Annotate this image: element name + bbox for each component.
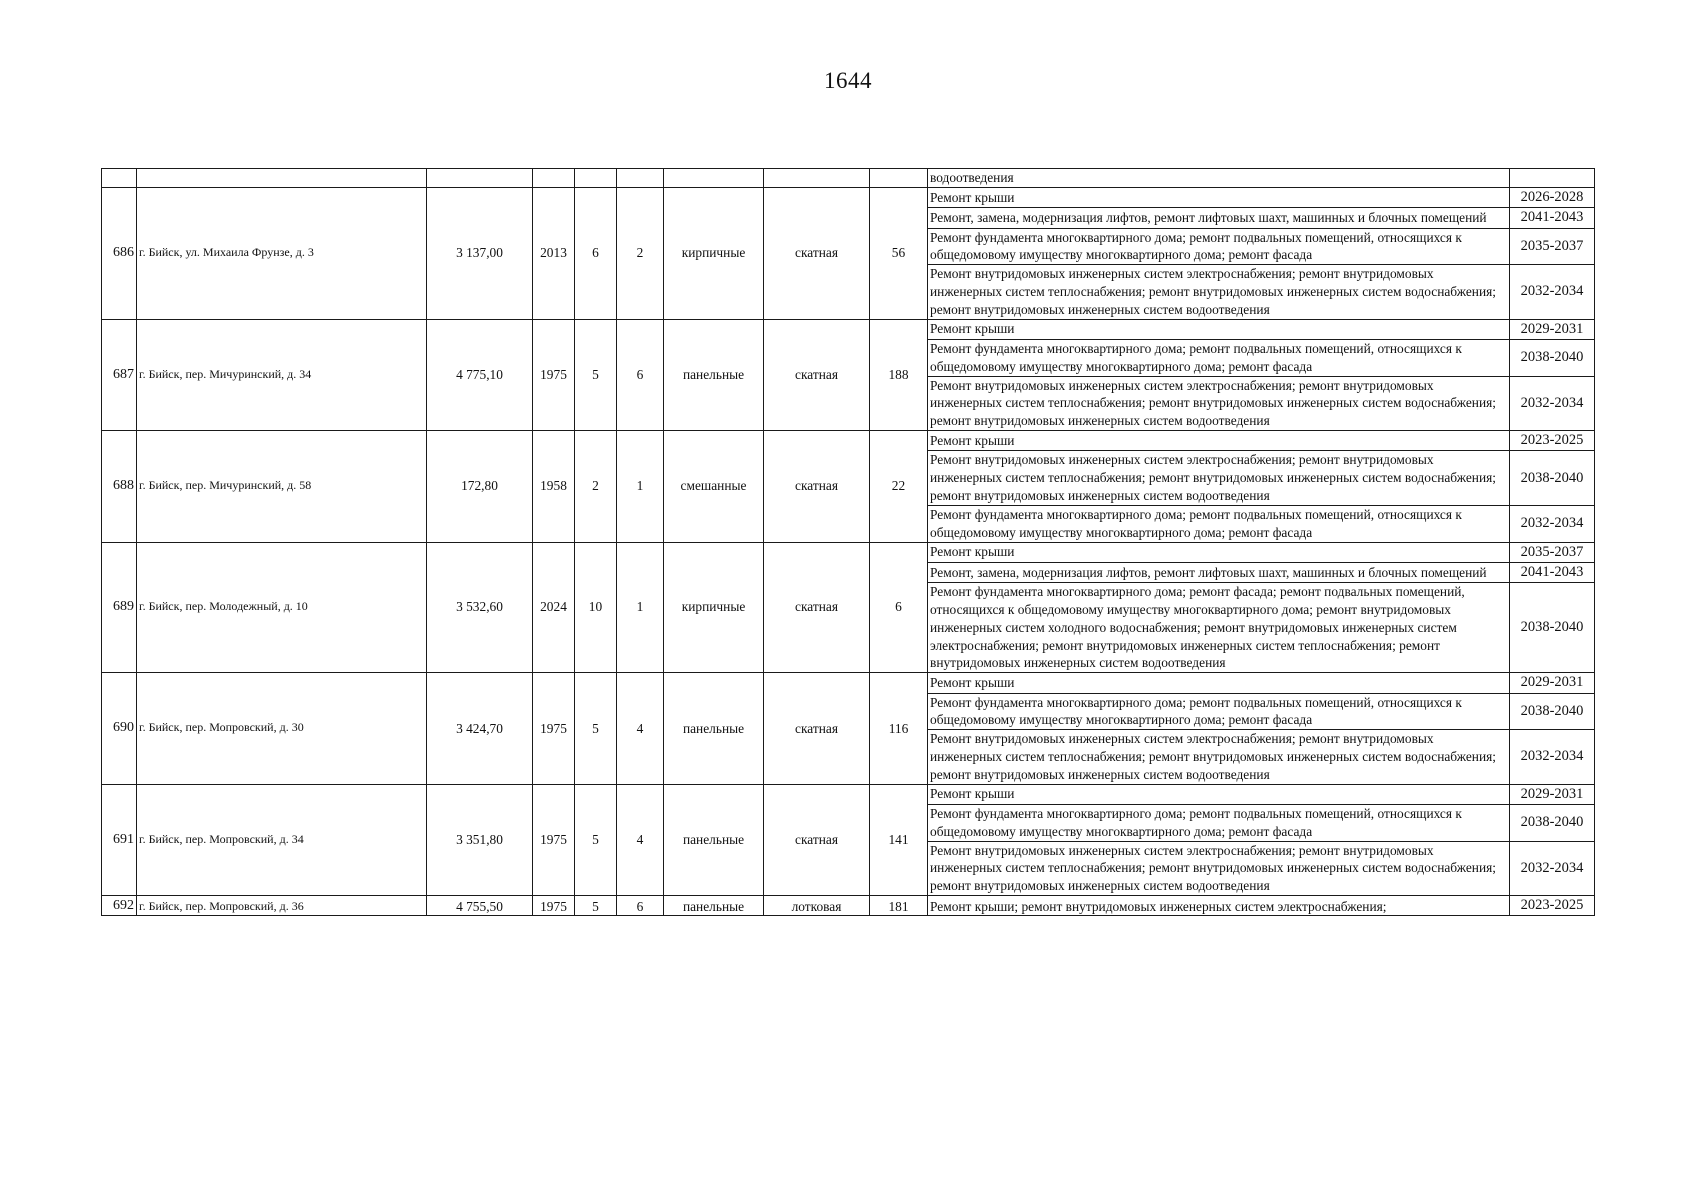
wall-material: панельные — [664, 673, 764, 784]
house-area: 172,80 — [427, 431, 533, 542]
work-period: 2023-2025 — [1510, 431, 1595, 451]
house-number: 692 — [102, 896, 137, 916]
work-description: Ремонт фундамента многоквартирного дома; ремонт подвальных помещений, относящихся к общедомовому имуществу многоквартирного дома; ремонт фасада — [928, 505, 1510, 542]
work-period: 2038-2040 — [1510, 451, 1595, 505]
roof-type: скатная — [764, 319, 870, 430]
house-address: г. Бийск, пер. Мичуринский, д. 58 — [137, 431, 427, 542]
house-area: 3 532,60 — [427, 542, 533, 673]
floor-count: 5 — [575, 784, 617, 895]
wall-material: кирпичные — [664, 188, 764, 320]
work-period: 2035-2037 — [1510, 228, 1595, 265]
resident-count: 116 — [870, 673, 928, 784]
work-period: 2038-2040 — [1510, 693, 1595, 730]
commissioning-year: 1958 — [533, 431, 575, 542]
work-description: водоотведения — [928, 169, 1510, 188]
house-address: г. Бийск, пер. Мопровский, д. 30 — [137, 673, 427, 784]
floor-count: 10 — [575, 542, 617, 673]
work-description: Ремонт фундамента многоквартирного дома; ремонт подвальных помещений, относящихся к общедомовому имуществу многоквартирного дома; ремонт фасада — [928, 228, 1510, 265]
work-period: 2023-2025 — [1510, 896, 1595, 916]
work-description: Ремонт фундамента многоквартирного дома; ремонт подвальных помещений, относящихся к общедомовому имуществу многоквартирного дома; ремонт фасада — [928, 693, 1510, 730]
wall-material: панельные — [664, 896, 764, 916]
entrance-count: 2 — [617, 188, 664, 320]
table-row — [102, 673, 1595, 693]
table-row — [102, 542, 1595, 562]
entrance-count: 6 — [617, 319, 664, 430]
resident-count: 22 — [870, 431, 928, 542]
work-period: 2026-2028 — [1510, 188, 1595, 208]
work-description: Ремонт, замена, модернизация лифтов, ремонт лифтовых шахт, машинных и блочных помещений — [928, 208, 1510, 228]
resident-count: 188 — [870, 319, 928, 430]
work-period — [1510, 169, 1595, 188]
work-period: 2035-2037 — [1510, 542, 1595, 562]
work-period: 2032-2034 — [1510, 265, 1595, 319]
entrance-count: 6 — [617, 896, 664, 916]
work-period: 2032-2034 — [1510, 841, 1595, 895]
work-description: Ремонт, замена, модернизация лифтов, ремонт лифтовых шахт, машинных и блочных помещений — [928, 562, 1510, 582]
house-area: 3 351,80 — [427, 784, 533, 895]
work-description: Ремонт крыши — [928, 673, 1510, 693]
roof-type: лотковая — [764, 896, 870, 916]
work-period: 2032-2034 — [1510, 505, 1595, 542]
capital-repair-table — [101, 168, 1595, 916]
resident-count: 141 — [870, 784, 928, 895]
page-number: 1644 — [824, 68, 872, 93]
work-period: 2032-2034 — [1510, 730, 1595, 784]
resident-count: 56 — [870, 188, 928, 320]
floor-count: 5 — [575, 896, 617, 916]
wall-material: панельные — [664, 319, 764, 430]
table-row — [102, 784, 1595, 804]
entrance-count: 4 — [617, 673, 664, 784]
work-description: Ремонт внутридомовых инженерных систем электроснабжения; ремонт внутридомовых инженерных систем теплоснабжения; ремонт внутридомовых инженерных систем водоснабжения; ремонт внутридомовых инженерных систем водоотведения — [928, 451, 1510, 505]
house-number: 688 — [102, 431, 137, 542]
work-description: Ремонт крыши — [928, 542, 1510, 562]
work-description: Ремонт фундамента многоквартирного дома; ремонт фасада; ремонт подвальных помещений, относящихся к общедомовому имуществу многоквартирного дома; ремонт внутридомовых инженерных систем холодного водоснабжения; ремонт внутридомовых инженерных систем электроснабжения; ремонт внутридомовых инженерных систем теплоснабжения; ремонт внутридомовых инженерных систем водоотведения — [928, 583, 1510, 673]
work-description: Ремонт внутридомовых инженерных систем электроснабжения; ремонт внутридомовых инженерных систем теплоснабжения; ремонт внутридомовых инженерных систем водоснабжения; ремонт внутридомовых инженерных систем водоотведения — [928, 376, 1510, 430]
work-period: 2029-2031 — [1510, 319, 1595, 339]
wall-material: панельные — [664, 784, 764, 895]
work-description: Ремонт внутридомовых инженерных систем электроснабжения; ремонт внутридомовых инженерных систем теплоснабжения; ремонт внутридомовых инженерных систем водоснабжения; ремонт внутридомовых инженерных систем водоотведения — [928, 730, 1510, 784]
house-number: 690 — [102, 673, 137, 784]
work-description: Ремонт крыши — [928, 784, 1510, 804]
house-number: 686 — [102, 188, 137, 320]
commissioning-year: 2024 — [533, 542, 575, 673]
work-period: 2038-2040 — [1510, 339, 1595, 376]
entrance-count: 1 — [617, 431, 664, 542]
work-description: Ремонт крыши — [928, 319, 1510, 339]
floor-count: 5 — [575, 319, 617, 430]
commissioning-year: 1975 — [533, 319, 575, 430]
house-area: 3 137,00 — [427, 188, 533, 320]
floor-count: 5 — [575, 673, 617, 784]
work-period: 2029-2031 — [1510, 673, 1595, 693]
work-period: 2041-2043 — [1510, 208, 1595, 228]
work-period: 2032-2034 — [1510, 376, 1595, 430]
entrance-count: 1 — [617, 542, 664, 673]
resident-count: 6 — [870, 542, 928, 673]
table-row — [102, 431, 1595, 451]
house-area: 4 755,50 — [427, 896, 533, 916]
work-description: Ремонт крыши; ремонт внутридомовых инженерных систем электроснабжения; — [928, 896, 1510, 916]
house-address: г. Бийск, ул. Михаила Фрунзе, д. 3 — [137, 188, 427, 320]
floor-count: 6 — [575, 188, 617, 320]
work-description: Ремонт крыши — [928, 431, 1510, 451]
continuation-row — [102, 169, 1595, 188]
entrance-count: 4 — [617, 784, 664, 895]
commissioning-year: 1975 — [533, 784, 575, 895]
house-address: г. Бийск, пер. Мопровский, д. 36 — [137, 896, 427, 916]
work-period: 2038-2040 — [1510, 583, 1595, 673]
table-row — [102, 319, 1595, 339]
house-area: 4 775,10 — [427, 319, 533, 430]
house-area: 3 424,70 — [427, 673, 533, 784]
house-number: 689 — [102, 542, 137, 673]
work-description: Ремонт фундамента многоквартирного дома; ремонт подвальных помещений, относящихся к общедомовому имуществу многоквартирного дома; ремонт фасада — [928, 339, 1510, 376]
roof-type: скатная — [764, 673, 870, 784]
work-description: Ремонт внутридомовых инженерных систем электроснабжения; ремонт внутридомовых инженерных систем теплоснабжения; ремонт внутридомовых инженерных систем водоснабжения; ремонт внутридомовых инженерных систем водоотведения — [928, 265, 1510, 319]
commissioning-year: 1975 — [533, 896, 575, 916]
commissioning-year: 1975 — [533, 673, 575, 784]
wall-material: кирпичные — [664, 542, 764, 673]
floor-count: 2 — [575, 431, 617, 542]
roof-type: скатная — [764, 431, 870, 542]
table-row — [102, 896, 1595, 916]
roof-type: скатная — [764, 188, 870, 320]
work-description: Ремонт фундамента многоквартирного дома; ремонт подвальных помещений, относящихся к общедомовому имуществу многоквартирного дома; ремонт фасада — [928, 804, 1510, 841]
table-row — [102, 188, 1595, 208]
wall-material: смешанные — [664, 431, 764, 542]
house-address: г. Бийск, пер. Мичуринский, д. 34 — [137, 319, 427, 430]
work-period: 2041-2043 — [1510, 562, 1595, 582]
work-description: Ремонт крыши — [928, 188, 1510, 208]
commissioning-year: 2013 — [533, 188, 575, 320]
roof-type: скатная — [764, 784, 870, 895]
table-body — [102, 169, 1595, 916]
house-address: г. Бийск, пер. Мопровский, д. 34 — [137, 784, 427, 895]
roof-type: скатная — [764, 542, 870, 673]
house-address: г. Бийск, пер. Молодежный, д. 10 — [137, 542, 427, 673]
work-description: Ремонт внутридомовых инженерных систем электроснабжения; ремонт внутридомовых инженерных систем теплоснабжения; ремонт внутридомовых инженерных систем водоснабжения; ремонт внутридомовых инженерных систем водоотведения — [928, 841, 1510, 895]
house-number: 687 — [102, 319, 137, 430]
work-period: 2038-2040 — [1510, 804, 1595, 841]
house-number: 691 — [102, 784, 137, 895]
resident-count: 181 — [870, 896, 928, 916]
work-period: 2029-2031 — [1510, 784, 1595, 804]
